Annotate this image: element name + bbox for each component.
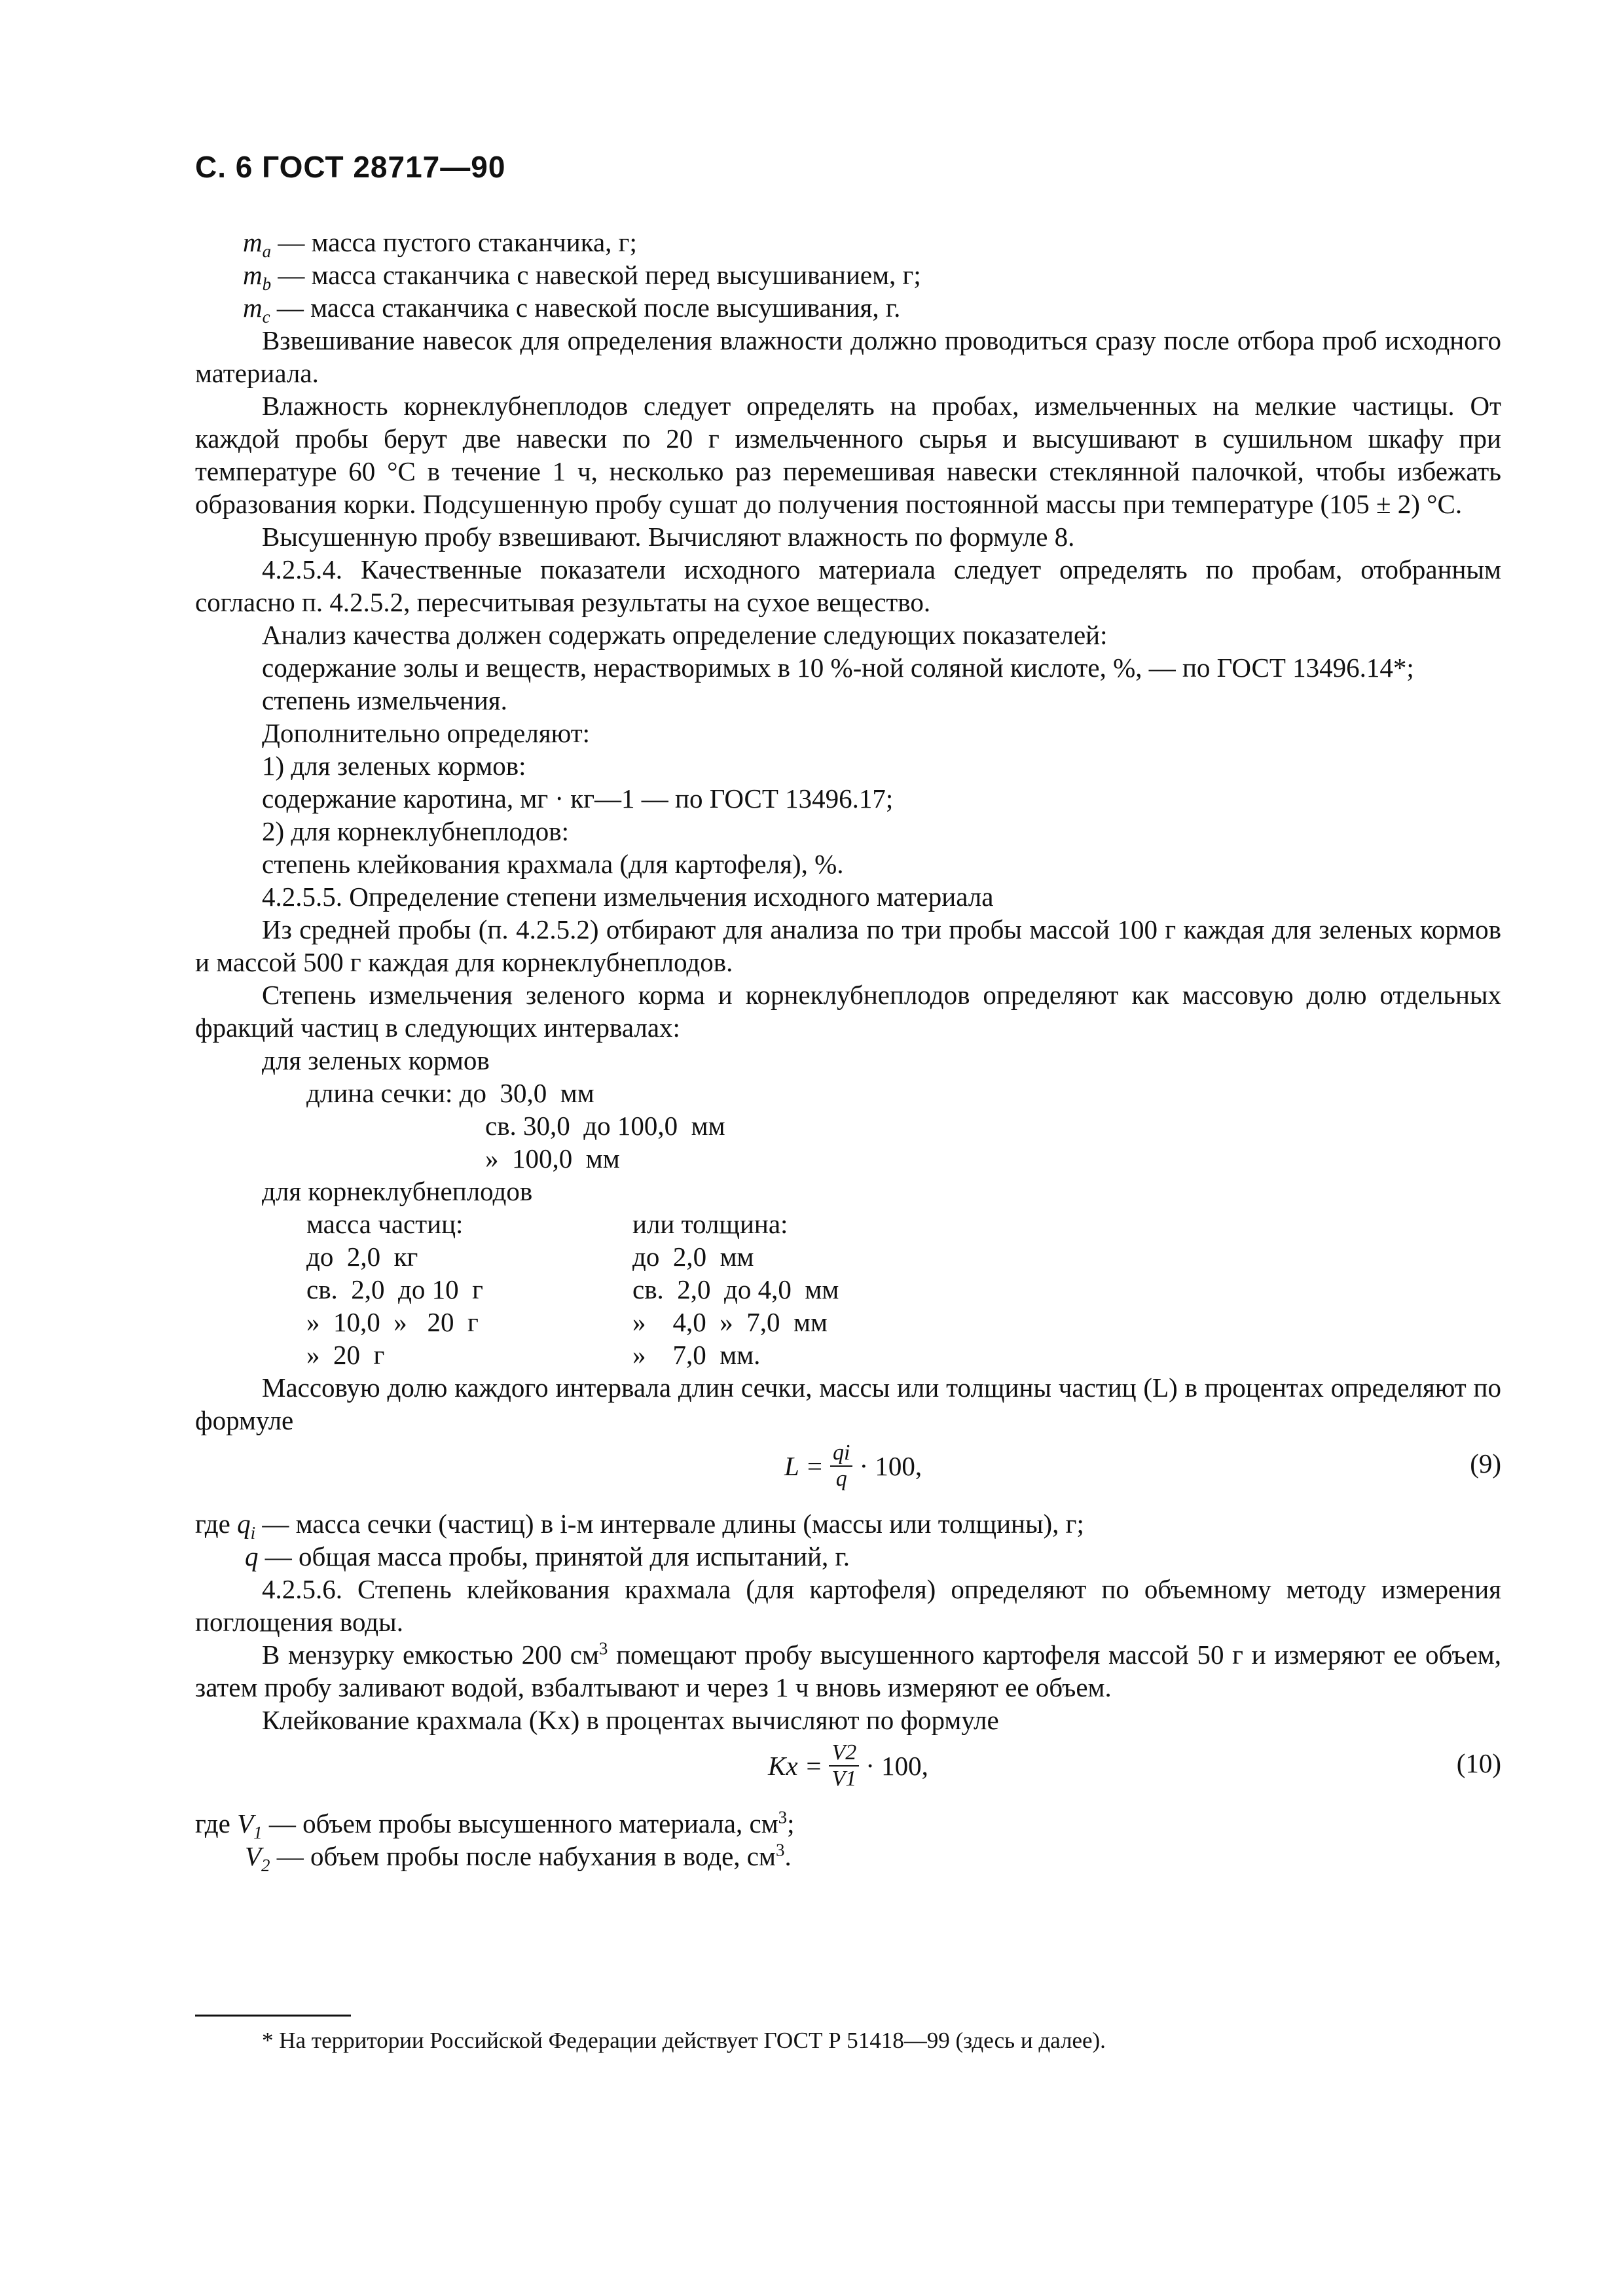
definition-mb: $m_b$ — масса стаканчика с навеской перед высушиванием, г; [243, 260, 921, 295]
formula-rhs: · 100, [866, 1751, 928, 1781]
paragraph: Дополнительно определяют: [262, 718, 591, 748]
where-qi: где $q_i$ — масса сечки (частиц) в i-м интервале длины (массы или толщины), г; [195, 1509, 1084, 1543]
page-header: С. 6 ГОСТ 28717—90 [195, 150, 506, 184]
paragraph: степень измельчения. [262, 685, 507, 715]
list-item: длина сечки: до 30,0 мм [306, 1078, 594, 1108]
paragraph: Из средней пробы (п. 4.2.5.2) отбирают для анализа по три пробы массой 100 г каждая для зеленых кормов и массой 500 г каждая для корнеклубнеплодов. [195, 914, 1501, 977]
section-4-2-5-5: 4.2.5.5. Определение степени измельчения исходного материала [262, 882, 994, 912]
interval-row: масса частиц: или толщина: [306, 1209, 788, 1239]
paragraph: 2) для корнеклубнеплодов: [262, 816, 569, 846]
paragraph: Анализ качества должен содержать определение следующих показателей: [262, 620, 1108, 650]
definition-ma: $m_a$ — масса пустого стаканчика, г; [243, 227, 637, 262]
paragraph: содержание золы и веществ, нерастворимых в 10 %-ной соляной кислоте, %, — по ГОСТ 13496.14*; [262, 653, 1414, 683]
formula-denominator: V1 [831, 1767, 857, 1791]
section-4-2-5-4: 4.2.5.4. Качественные показатели исходного материала следует определять по пробам, отобранным согласно п. 4.2.5.2, пересчитывая результаты на сухое вещество. [195, 554, 1501, 617]
equation-number: (10) [1456, 1748, 1501, 1778]
interval-row: до 2,0 кг до 2,0 мм [306, 1242, 754, 1272]
list-heading: для корнеклубнеплодов [262, 1176, 533, 1206]
formula-denominator: q [835, 1467, 847, 1491]
paragraph: Клейкование крахмала (Kx) в процентах вычисляют по формуле [262, 1705, 999, 1735]
where-q: q — общая масса пробы, принятой для испытаний, г. [245, 1541, 850, 1571]
paragraph: содержание каротина, мг · кг—1 — по ГОСТ 13496.17; [262, 783, 894, 814]
definition-mc: $m_c$ — масса стаканчика с навеской после высушивания, г. [243, 293, 901, 327]
section-4-2-5-6: 4.2.5.6. Степень клейкования крахмала (для картофеля) определяют по объемному методу измерения поглощения воды. [195, 1574, 1501, 1637]
formula-lhs: Kx = [768, 1751, 823, 1781]
footnote: * На территории Российской Федерации действует ГОСТ Р 51418—99 (здесь и далее). [262, 2028, 1106, 2053]
paragraph: 1) для зеленых кормов: [262, 751, 526, 781]
paragraph: Массовую долю каждого интервала длин сечки, массы или толщины частиц (L) в процентах определяют по формуле [195, 1372, 1501, 1435]
paragraph: Высушенную пробу взвешивают. Вычисляют влажность по формуле 8. [262, 522, 1075, 552]
paragraph: Степень измельчения зеленого корма и корнеклубнеплодов определяют как массовую долю отдельных фракций частиц в следующих интервалах: [195, 980, 1501, 1043]
where-v1: где $V_1$ — объем пробы высушенного материала, $см^3$; [195, 1807, 795, 1843]
list-item: св. 30,0 до 100,0 мм [485, 1111, 725, 1141]
formula-10 [195, 1736, 1501, 1807]
where-v2: $V_2$ — объем пробы после набухания в воде, $см^3$. [245, 1840, 792, 1876]
paragraph: Влажность корнеклубнеплодов следует определять на пробах, измельченных на мелкие частицы. От каждой пробы берут две навески по 20 г измельченного сырья и высушивают в сушильном шкафу при температуре 60 °C в течение 1 ч, несколько раз перемешивая навески стеклянной палочкой, чтобы избежать образования корки. Подсушенную пробу сушат до получения постоянной массы при температуре (105 ± 2) °C. [195, 391, 1501, 519]
formula-fraction [829, 1740, 859, 1791]
formula-numerator: V2 [829, 1740, 859, 1767]
paragraph: Взвешивание навесок для определения влажности должно проводиться сразу после отбора проб исходного материала. [195, 325, 1501, 388]
footnote-divider [195, 2015, 351, 2017]
formula-fraction [830, 1441, 852, 1492]
list-heading: для зеленых кормов [262, 1045, 490, 1075]
formula-9 [195, 1437, 1501, 1507]
paragraph: В мензурку емкостью 200 $см^3$ помещают пробу высушенного картофеля массой 50 г и измеряют ее объем, затем пробу заливают водой, взбалтывают и через 1 ч вновь измеряют ее объем. [195, 1638, 1501, 1702]
formula-numerator: qi [830, 1441, 852, 1467]
interval-row: » 20 г » 7,0 мм. [306, 1340, 761, 1370]
formula-rhs: · 100, [859, 1451, 922, 1481]
list-item: » 100,0 мм [485, 1143, 620, 1174]
formula-lhs: L = [784, 1451, 824, 1481]
interval-row: » 10,0 » 20 г » 4,0 » 7,0 мм [306, 1307, 828, 1337]
interval-row: св. 2,0 до 10 г св. 2,0 до 4,0 мм [306, 1274, 839, 1304]
document-body [195, 226, 1501, 1876]
paragraph: степень клейкования крахмала (для картофеля), %. [262, 849, 844, 879]
equation-number: (9) [1470, 1448, 1501, 1479]
